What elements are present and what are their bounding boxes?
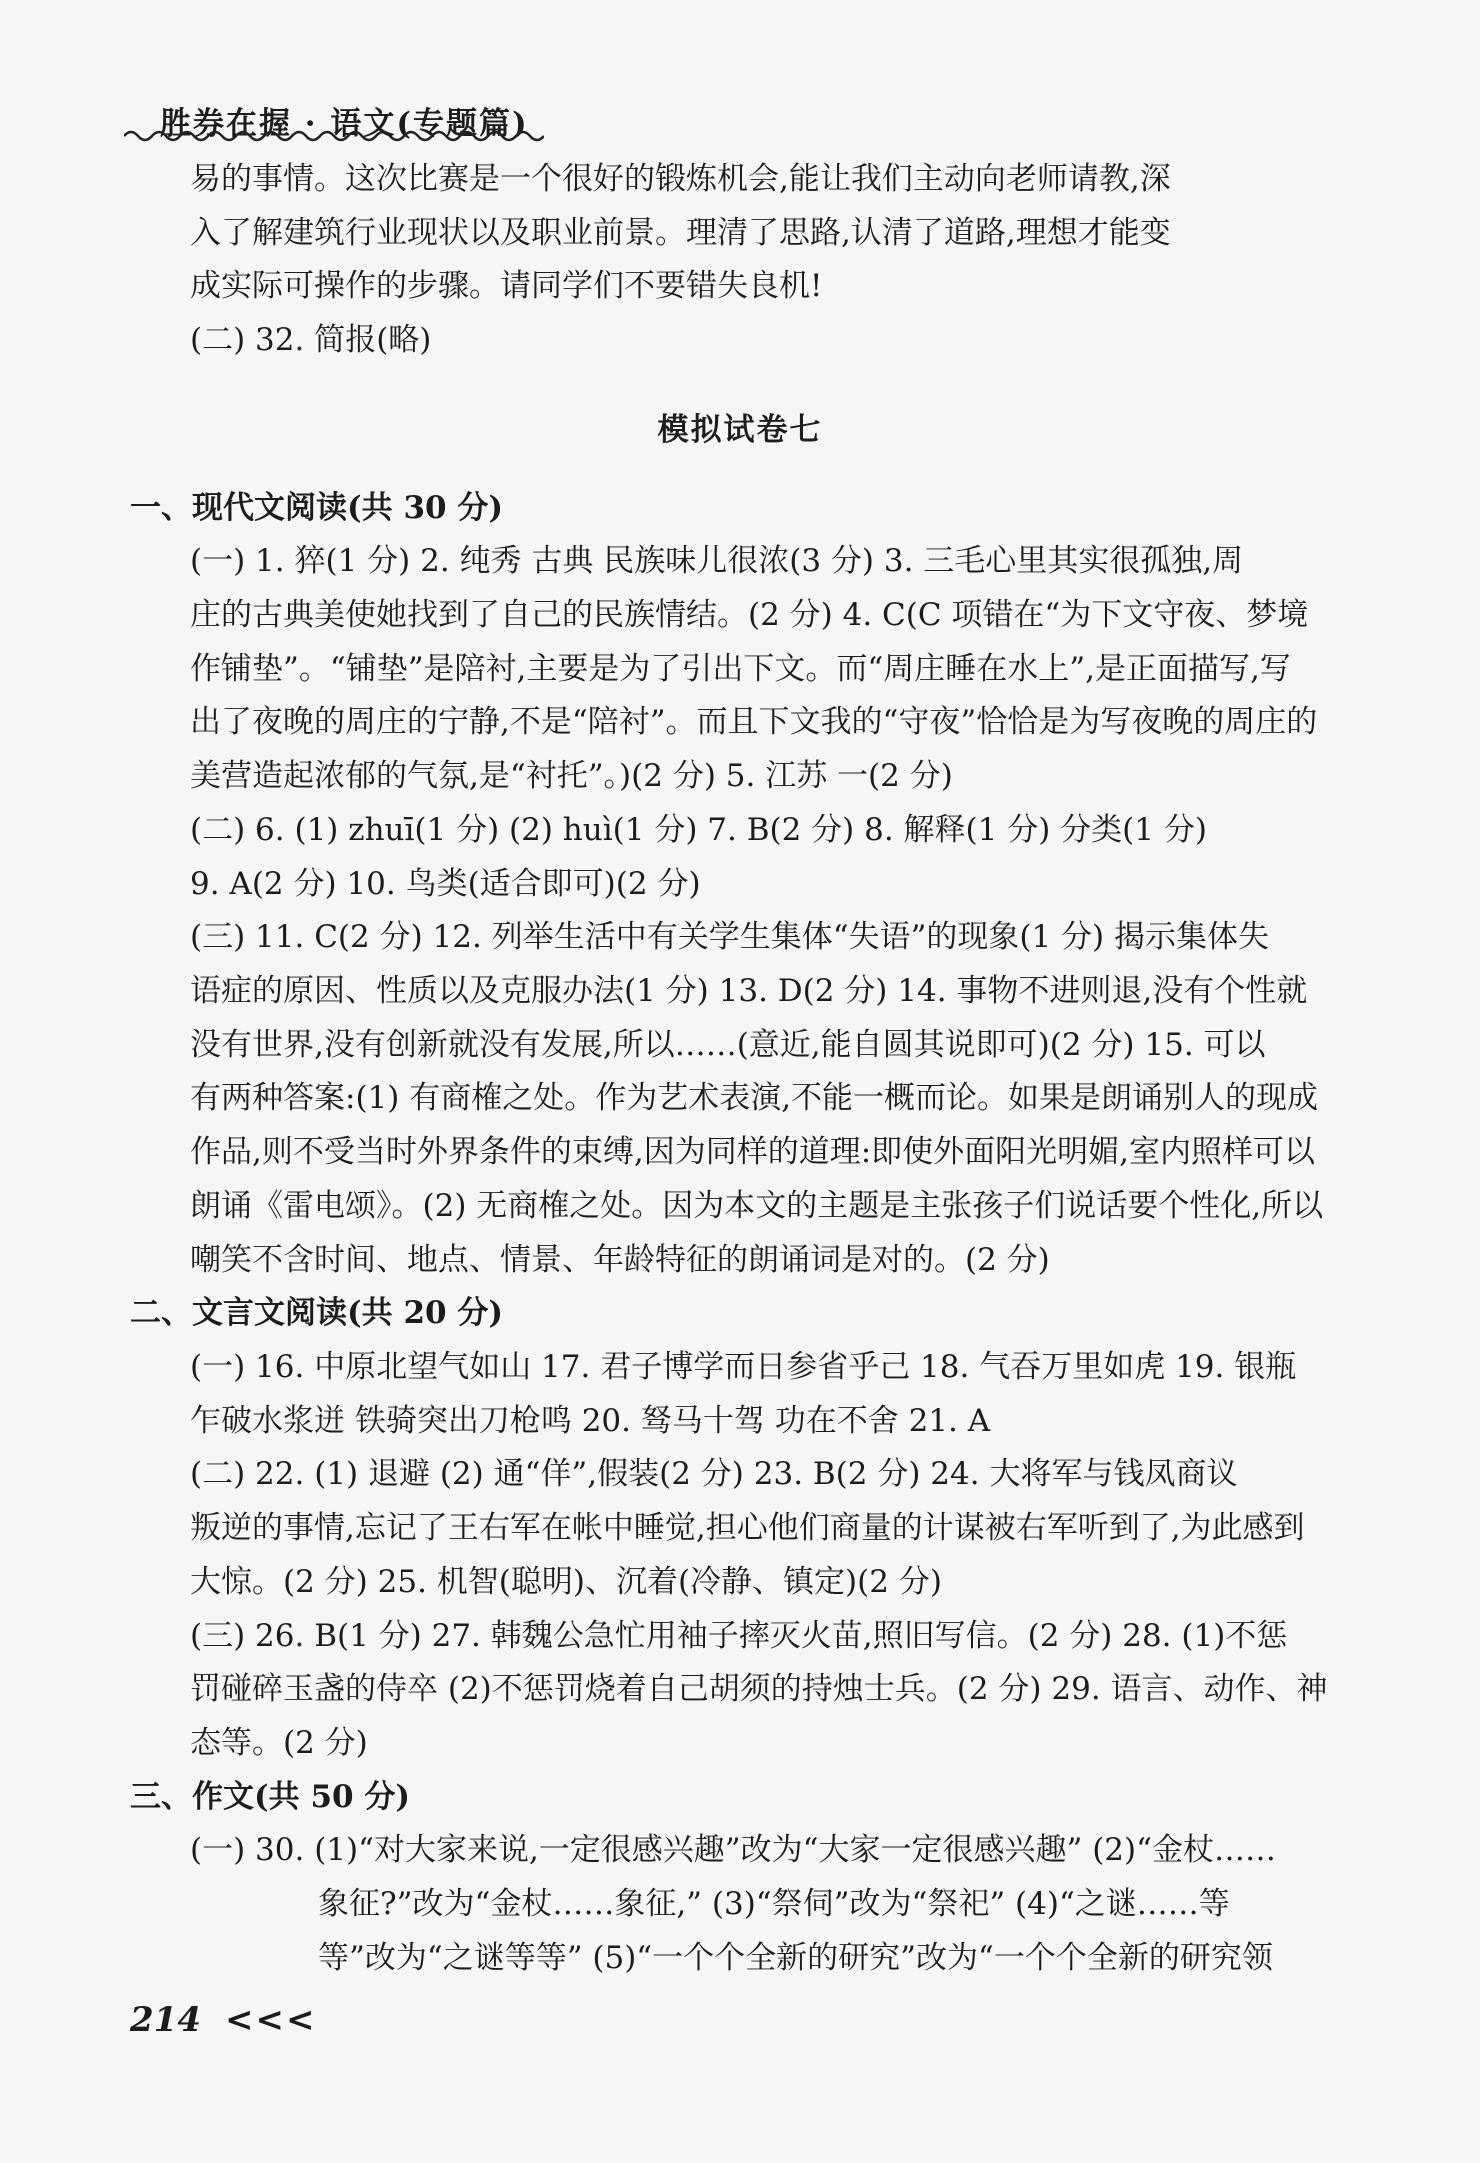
text-line: 嘲笑不含时间、地点、情景、年龄特征的朗诵词是对的。(2 分) bbox=[190, 1242, 1050, 1278]
text-line: 象征?”改为“金杖……象征,” (3)“祭伺”改为“祭祀” (4)“之谜……等 bbox=[318, 1886, 1230, 1922]
text-line: (二) 22. (1) 退避 (2) 通“佯”,假装(2 分) 23. B(2 分) 24. 大将军与钱凤商议 bbox=[190, 1456, 1238, 1492]
text-line: (三) 11. C(2 分) 12. 列举生活中有关学生集体“失语”的现象(1 分) 揭示集体失 bbox=[190, 919, 1270, 955]
text-line: 朗诵《雷电颂》。(2) 无商榷之处。因为本文的主题是主张孩子们说话要个性化,所以 bbox=[190, 1188, 1324, 1224]
text-line: 出了夜晚的周庄的宁静,不是“陪衬”。而且下文我的“守夜”恰恰是为写夜晚的周庄的 bbox=[190, 704, 1318, 740]
text-line: 入了解建筑行业现状以及职业前景。理清了思路,认清了道路,理想才能变 bbox=[190, 215, 1171, 251]
text-line: (二) 6. (1) zhuī(1 分) (2) huì(1 分) 7. B(2 分) 8. 解释(1 分) 分类(1 分) bbox=[190, 812, 1207, 848]
text-line: 美营造起浓郁的气氛,是“衬托”。)(2 分) 5. 江苏 一(2 分) bbox=[190, 758, 953, 794]
text-line: 叛逆的事情,忘记了王右军在帐中睡觉,担心他们商量的计谋被右军听到了,为此感到 bbox=[190, 1510, 1305, 1546]
text-line: 等”改为“之谜等等” (5)“一个个全新的研究”改为“一个个全新的研究领 bbox=[318, 1940, 1273, 1976]
text-line: 乍破水浆迸 铁骑突出刀枪鸣 20. 驽马十驾 功在不舍 21. A bbox=[190, 1403, 991, 1439]
text-line: 9. A(2 分) 10. 鸟类(适合即可)(2 分) bbox=[190, 866, 701, 902]
text-line: 易的事情。这次比赛是一个很好的锻炼机会,能让我们主动向老师请教,深 bbox=[190, 161, 1171, 197]
section-title: 模拟试卷七 bbox=[657, 412, 823, 448]
text-line: (一) 30. (1)“对大家来说,一定很感兴趣”改为“大家一定很感兴趣” (2)“金杖…… bbox=[190, 1832, 1276, 1868]
section-heading: 三、作文(共 50 分) bbox=[130, 1779, 411, 1815]
text-line: 成实际可操作的步骤。请同学们不要错失良机! bbox=[190, 268, 823, 304]
page-number: 214 bbox=[130, 2000, 201, 2040]
text-line: 罚碰碎玉盏的侍卒 (2)不惩罚烧着自己胡须的持烛士兵。(2 分) 29. 语言、动作、神 bbox=[190, 1671, 1328, 1707]
page-arrows: <<< bbox=[224, 2000, 317, 2040]
text-line: 作铺垫”。“铺垫”是陪衬,主要是为了引出下文。而“周庄睡在水上”,是正面描写,写 bbox=[190, 651, 1291, 687]
header-wavy-underline bbox=[124, 128, 544, 144]
text-line: 庄的古典美使她找到了自己的民族情结。(2 分) 4. C(C 项错在“为下文守夜、梦境 bbox=[190, 597, 1309, 633]
text-line: 大惊。(2 分) 25. 机智(聪明)、沉着(冷静、镇定)(2 分) bbox=[190, 1564, 942, 1600]
text-line: 有两种答案:(1) 有商榷之处。作为艺术表演,不能一概而论。如果是朗诵别人的现成 bbox=[190, 1080, 1319, 1116]
text-line: 语症的原因、性质以及克服办法(1 分) 13. D(2 分) 14. 事物不进则退,没有个性就 bbox=[190, 973, 1308, 1009]
text-line: 没有世界,没有创新就没有发展,所以……(意近,能自圆其说即可)(2 分) 15. 可以 bbox=[190, 1027, 1266, 1063]
section-heading: 二、文言文阅读(共 20 分) bbox=[130, 1295, 504, 1331]
text-line: 态等。(2 分) bbox=[190, 1725, 368, 1761]
text-line: (二) 32. 简报(略) bbox=[190, 322, 432, 358]
text-line: (一) 1. 猝(1 分) 2. 纯秀 古典 民族味儿很浓(3 分) 3. 三毛心里其实很孤独,周 bbox=[190, 543, 1244, 579]
text-line: (一) 16. 中原北望气如山 17. 君子博学而日参省乎己 18. 气吞万里如虎 19. 银瓶 bbox=[190, 1349, 1297, 1385]
text-line: (三) 26. B(1 分) 27. 韩魏公急忙用袖子摔灭火苗,照旧写信。(2 分) 28. (1)不惩 bbox=[190, 1618, 1288, 1654]
section-heading: 一、现代文阅读(共 30 分) bbox=[130, 490, 504, 526]
running-header: 胜券在握 · 语文(专题篇) bbox=[160, 106, 529, 142]
text-line: 作品,则不受当时外界条件的束缚,因为同样的道理:即使外面阳光明媚,室内照样可以 bbox=[190, 1134, 1316, 1170]
page-footer bbox=[130, 2000, 316, 2040]
